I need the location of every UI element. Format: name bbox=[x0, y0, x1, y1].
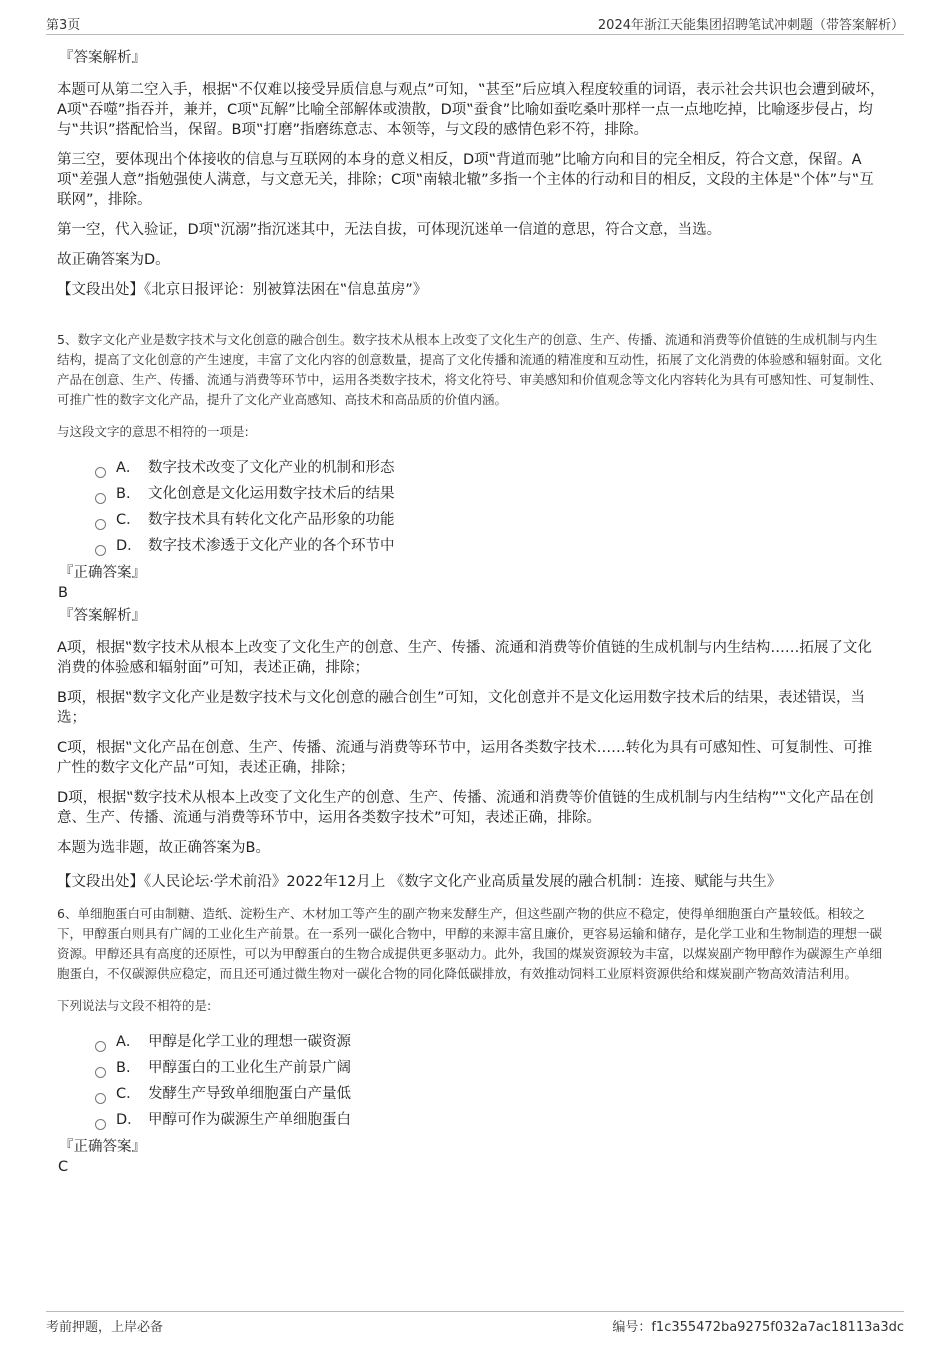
q5-explain-label: 『答案解析』 bbox=[59, 608, 146, 624]
page-header bbox=[46, 12, 904, 35]
q5-options bbox=[95, 455, 886, 559]
option-text: 数字技术具有转化文化产品形象的功能 bbox=[148, 512, 395, 528]
q5-explain-para: D项，根据‟数字技术从根本上改变了文化生产的创意、生产、传播、流通和消费等价值链的生成机制与内生结构”‟文化产品在创意、生产、传播、流通与消费等环节中，运用各类数字技术”可知，表述正确，排除。 bbox=[57, 790, 874, 826]
option-text: 甲醇可作为碳源生产单细胞蛋白 bbox=[148, 1112, 351, 1128]
q6-options bbox=[95, 1029, 886, 1133]
footer-slogan: 考前押题，上岸必备 bbox=[46, 1320, 164, 1335]
option-letter: C． bbox=[116, 512, 141, 528]
q5-option-a[interactable] bbox=[95, 455, 886, 481]
q4-explain-para: 第三空，要体现出个体接收的信息与互联网的本身的意义相反，D项‟背道而驰”比喻方向和目的完全相反，符合文意，保留。A项‟差强人意”指勉强使人满意，与文意无关，排除；C项‟南辕北辙”多指一个主体的行动和目的相反，文段的主体是‟个体”与‟互联网”，排除。 bbox=[57, 152, 874, 208]
q5-option-d[interactable] bbox=[95, 533, 886, 559]
q4-explain-para: 故正确答案为D。 bbox=[57, 252, 170, 268]
q5-explain-para: A项，根据‟数字技术从根本上改变了文化生产的创意、生产、传播、流通和消费等价值链的生成机制与内生结构……拓展了文化消费的体验感和辐射面”可知，表述正确，排除； bbox=[57, 640, 872, 676]
q5-text: 5、数字文化产业是数字技术与文化创意的融合创生。数字技术从根本上改变了文化生产的创意、生产、传播、流通和消费等价值链的生成机制与内生结构，提高了文化创意的产生速度，丰富了文化内容的创意数量，提高了文化传播和流通的精准度和互动性，拓展了文化消费的体验感和辐射面。文化产品在创意、生产、传播、流通与消费等环节中，运用各类数字技术，将文化符号、审美感知和价值观念等文化内容转化为具有可感知性、可复制性、可推广性的数字文化产品，提升了文化产业高感知、高技术和高品质的价值内涵。 bbox=[57, 332, 883, 407]
q4-source: 【文段出处】《北京日报评论：别被算法困在‟信息茧房”》 bbox=[57, 282, 428, 298]
radio-icon[interactable] bbox=[95, 545, 106, 556]
option-text: 数字技术渗透于文化产业的各个环节中 bbox=[148, 538, 395, 554]
option-letter: A． bbox=[116, 1034, 141, 1050]
radio-icon[interactable] bbox=[95, 1067, 106, 1078]
q6-answer-label: 『正确答案』 bbox=[59, 1139, 146, 1155]
q4-explain-para: 第一空，代入验证，D项‟沉溺”指沉迷其中，无法自拔，可体现沉迷单一信道的意思，符合文意，当选。 bbox=[57, 222, 722, 238]
page-number: 第3页 bbox=[46, 18, 81, 33]
q4-explanation bbox=[57, 48, 886, 300]
q6-option-b[interactable] bbox=[95, 1055, 886, 1081]
q5-explain-para: B项，根据‟数字文化产业是数字技术与文化创意的融合创生”可知，文化创意并不是文化运用数字技术后的结果，表述错误，当选； bbox=[57, 690, 865, 726]
radio-icon[interactable] bbox=[95, 1093, 106, 1104]
q6-answer: C bbox=[58, 1159, 69, 1175]
radio-icon[interactable] bbox=[95, 1119, 106, 1130]
document-title: 2024年浙江天能集团招聘笔试冲刺题（带答案解析） bbox=[597, 18, 904, 33]
q4-explain-label: 『答案解析』 bbox=[59, 50, 146, 66]
q6-option-a[interactable] bbox=[95, 1029, 886, 1055]
radio-icon[interactable] bbox=[95, 1041, 106, 1052]
option-letter: A． bbox=[116, 460, 141, 476]
footer-serial: 编号：f1c355472ba9275f032a7ac18113a3dc bbox=[612, 1320, 904, 1335]
q5-explain-para: 本题为选非题，故正确答案为B。 bbox=[57, 840, 270, 856]
q5-option-b[interactable] bbox=[95, 481, 886, 507]
option-text: 数字技术改变了文化产业的机制和形态 bbox=[148, 460, 395, 476]
page-footer bbox=[46, 1311, 904, 1336]
q5-source: 【文段出处】《人民论坛·学术前沿》2022年12月上 《数字文化产业高质量发展的融合机制：连接、赋能与共生》 bbox=[57, 874, 782, 890]
q4-explain-para: 本题可从第二空入手，根据‟不仅难以接受异质信息与观点”可知，‟甚至”后应填入程度较重的词语，表示社会共识也会遭到破坏，A项‟吞噬”指吞并，兼并，C项‟瓦解”比喻全部解体或溃散，D项‟蚕食”比喻如蚕吃桑叶那样一点一点地吃掉，比喻逐步侵占，均与‟共识”搭配恰当，保留。B项‟打磨”指磨练意志、本领等，与文段的感情色彩不符，排除。 bbox=[57, 82, 885, 138]
q6-text: 6、单细胞蛋白可由制糖、造纸、淀粉生产、木材加工等产生的副产物来发酵生产，但这些副产物的供应不稳定，使得单细胞蛋白产量较低。相较之下，甲醇蛋白则具有广阔的工业化生产前景。在一系列一碳化合物中，甲醇的来源丰富且廉价，更容易运输和储存，是化学工业和生物制造的理想一碳资源。甲醇还具有高度的还原性，可以为甲醇蛋白的生物合成提供更多驱动力。此外，我国的煤炭资源较为丰富，以煤炭副产物甲醇作为碳源生产单细胞蛋白，不仅碳源供应稳定，而且还可通过微生物对一碳化合物的同化降低碳排放，有效推动饲料工业原料资源供给和煤炭副产物高效清洁利用。 bbox=[57, 906, 883, 981]
q6-option-c[interactable] bbox=[95, 1081, 886, 1107]
radio-icon[interactable] bbox=[95, 493, 106, 504]
q5-option-c[interactable] bbox=[95, 507, 886, 533]
option-text: 甲醇蛋白的工业化生产前景广阔 bbox=[148, 1060, 351, 1076]
q5-answer: B bbox=[58, 585, 68, 601]
page-content bbox=[57, 44, 886, 1177]
q5-explain-para: C项，根据‟文化产品在创意、生产、传播、流通与消费等环节中，运用各类数字技术……转化为具有可感知性、可复制性、可推广性的数字文化产品”可知，表述正确，排除； bbox=[57, 740, 873, 776]
option-letter: C． bbox=[116, 1086, 141, 1102]
q5-prompt: 与这段文字的意思不相符的一项是: bbox=[57, 424, 249, 439]
question-5 bbox=[57, 330, 886, 892]
q6-option-d[interactable] bbox=[95, 1107, 886, 1133]
q5-answer-label: 『正确答案』 bbox=[59, 565, 146, 581]
option-letter: D． bbox=[116, 1112, 142, 1128]
option-text: 甲醇是化学工业的理想一碳资源 bbox=[148, 1034, 351, 1050]
radio-icon[interactable] bbox=[95, 467, 106, 478]
option-text: 文化创意是文化运用数字技术后的结果 bbox=[148, 486, 395, 502]
q6-prompt: 下列说法与文段不相符的是: bbox=[57, 998, 212, 1013]
question-6 bbox=[57, 904, 886, 1177]
radio-icon[interactable] bbox=[95, 519, 106, 530]
option-letter: B. bbox=[116, 486, 131, 502]
option-letter: D． bbox=[116, 538, 142, 554]
option-text: 发酵生产导致单细胞蛋白产量低 bbox=[148, 1086, 351, 1102]
option-letter: B. bbox=[116, 1060, 131, 1076]
